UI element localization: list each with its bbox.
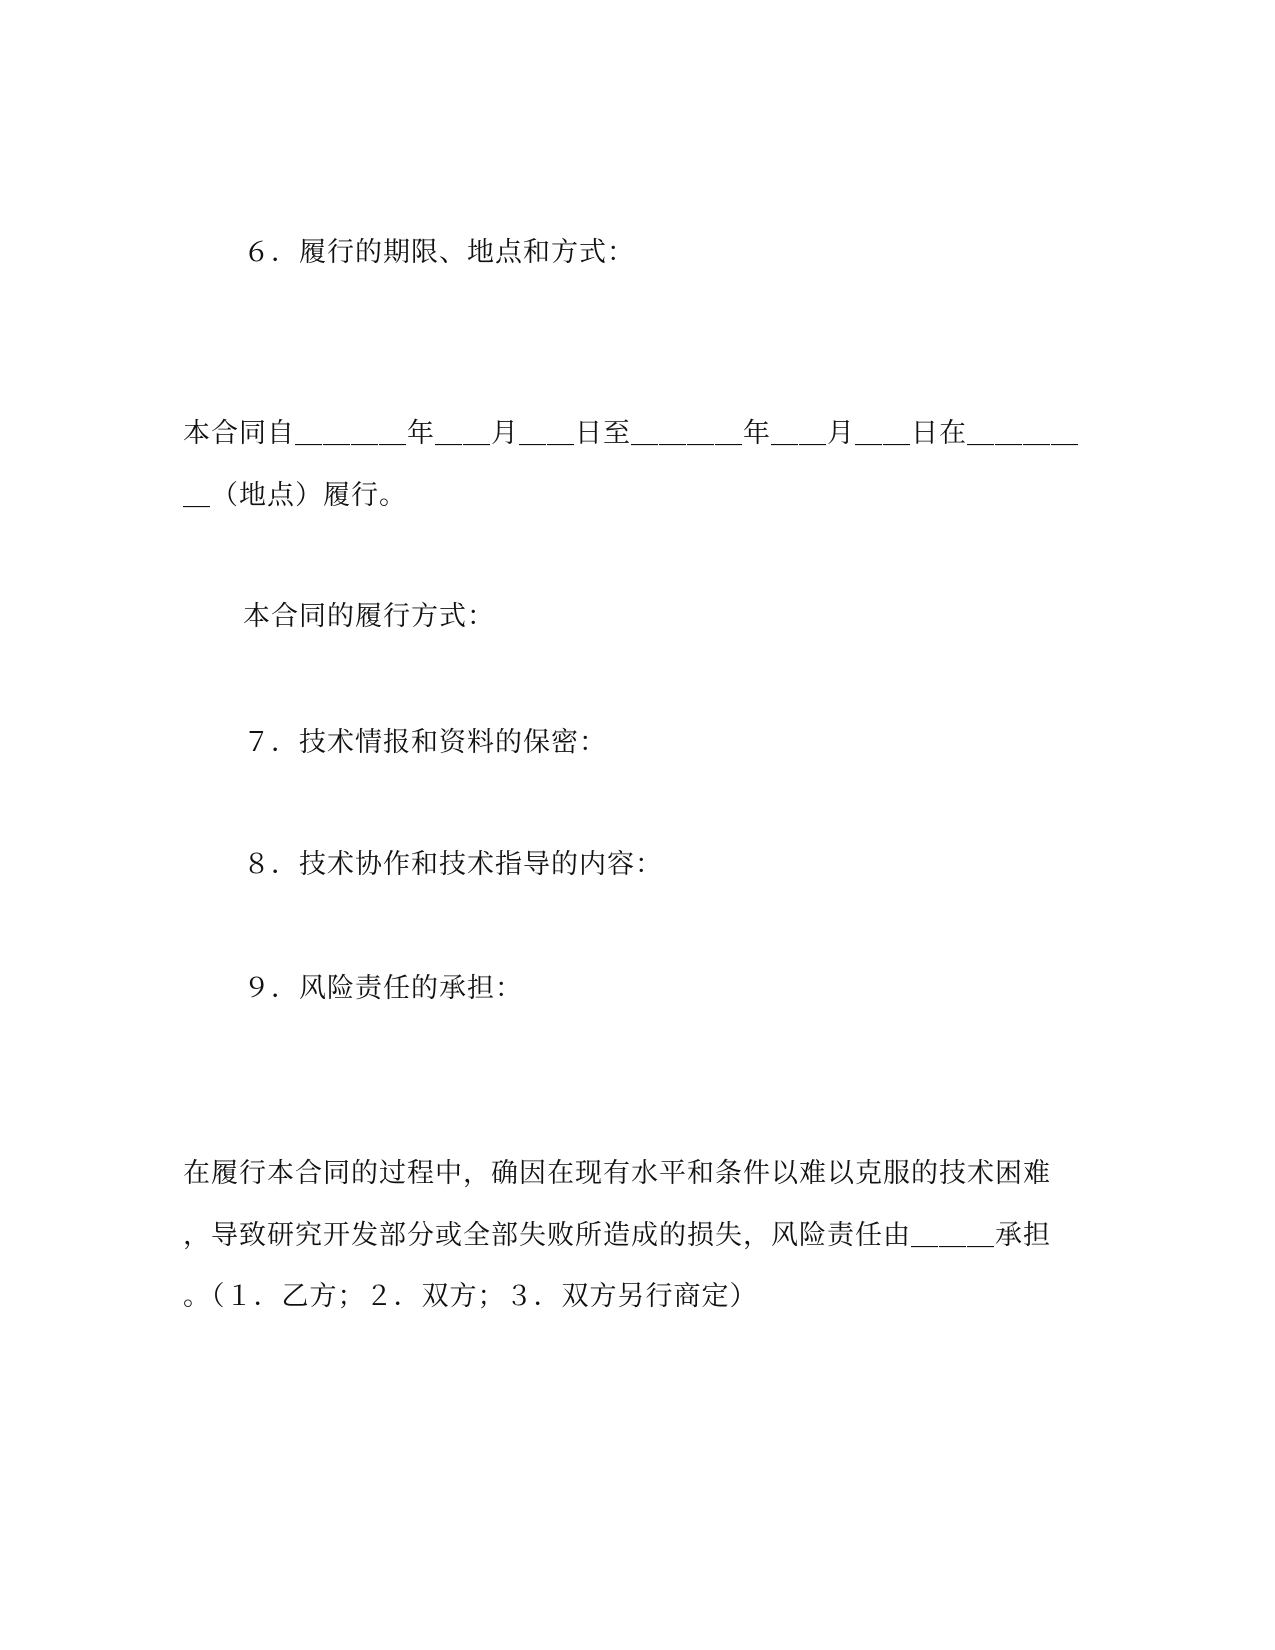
performance-period-line-1: 本合同自＿＿＿＿年＿＿月＿＿日至＿＿＿＿年＿＿月＿＿日在＿＿＿＿ xyxy=(183,418,1079,449)
clause-8-heading: ８．技术协作和技术指导的内容： xyxy=(243,849,663,880)
clause-7-heading: ７．技术情报和资料的保密： xyxy=(243,727,607,758)
performance-method-label: 本合同的履行方式： xyxy=(243,601,495,632)
performance-period-line-2: ＿（地点）履行。 xyxy=(183,480,407,511)
clause-9-heading: ９．风险责任的承担： xyxy=(243,973,523,1004)
risk-paragraph-line-3: 。（１．乙方；２．双方；３．双方另行商定） xyxy=(183,1281,758,1312)
risk-paragraph-line-2: ，导致研究开发部分或全部失败所造成的损失，风险责任由＿＿＿承担 xyxy=(183,1220,1051,1251)
risk-paragraph-line-1: 在履行本合同的过程中，确因在现有水平和条件以难以克服的技术困难 xyxy=(183,1158,1051,1189)
clause-6-heading: ６．履行的期限、地点和方式： xyxy=(243,237,635,268)
